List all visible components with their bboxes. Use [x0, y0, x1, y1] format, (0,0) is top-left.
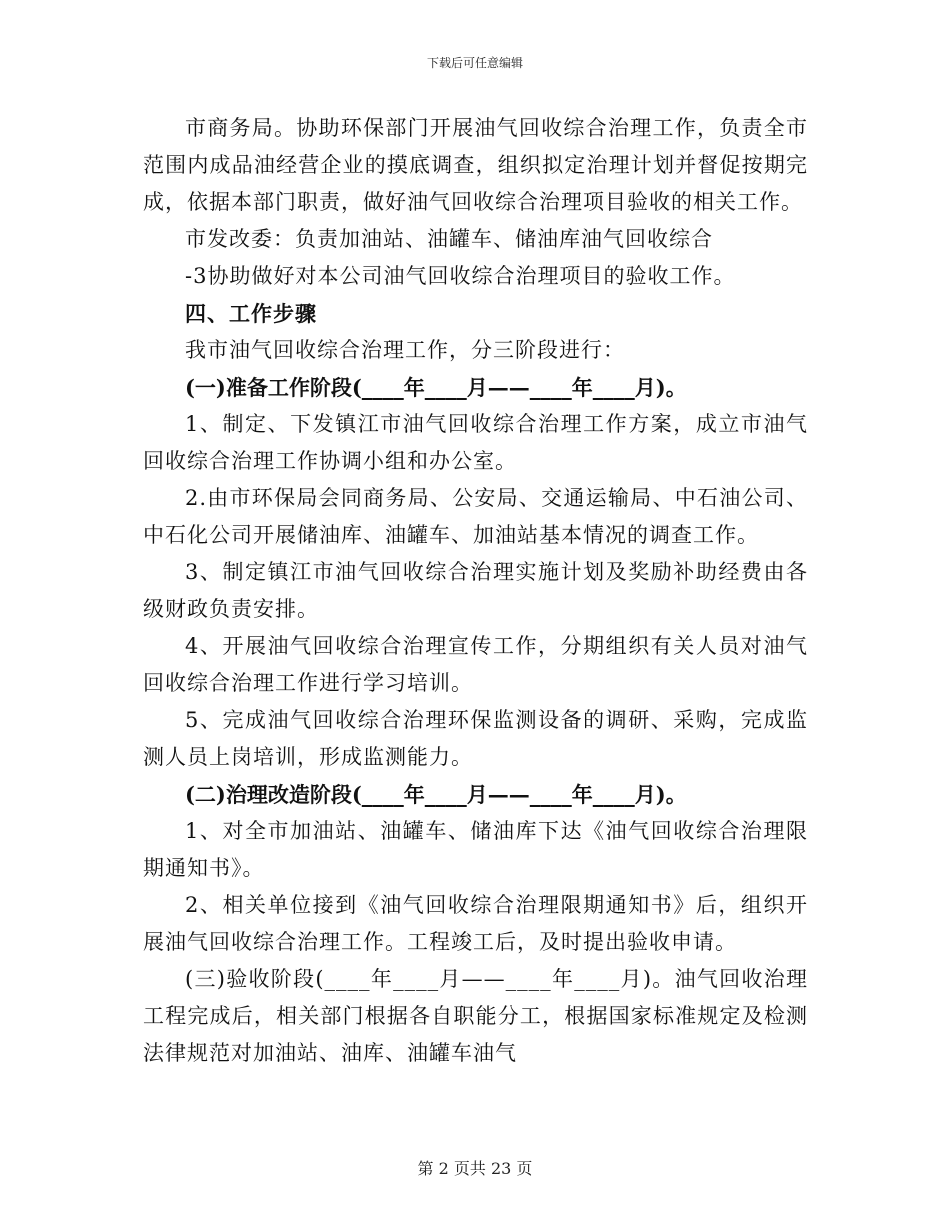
paragraph-assist-acceptance: -3协助做好对本公司油气回收综合治理项目的验收工作。	[185, 264, 736, 288]
list-item-prep-2: 2.由市环保局会同商务局、公安局、交通运输局、中石油公司、中石化公司开展储油库、油罐车、加油站基本情况的调查工作。	[143, 486, 808, 547]
list-item-prep-1: 1、制定、下发镇江市油气回收综合治理工作方案，成立市油气回收综合治理工作协调小组和办公室。	[143, 412, 808, 473]
paragraph-acceptance-stage: (三)验收阶段(____年____月——____年____月)。油气回收治理工程完成后，相关部门根据各自职能分工，根据国家标准规定及检测法律规范对加油站、油库、油罐车油气	[143, 967, 808, 1065]
paragraph-commerce-bureau: 市商务局。协助环保部门开展油气回收综合治理工作，负责全市范围内成品油经营企业的摸底调查，组织拟定治理计划并督促按期完成，依据本部门职责，做好油气回收综合治理项目验收的相关工作。	[143, 116, 808, 214]
stage-heading-renovation: (二)治理改造阶段(____年____月——____年____月)。	[185, 782, 687, 807]
list-item-prep-5: 5、完成油气回收综合治理环保监测设备的调研、采购，完成监测人员上岗培训，形成监测能力。	[143, 708, 808, 769]
stage-heading-preparation: (一)准备工作阶段(____年____月——____年____月)。	[185, 375, 687, 400]
list-item-prep-4: 4、开展油气回收综合治理宣传工作，分期组织有关人员对油气回收综合治理工作进行学习培训。	[143, 634, 808, 695]
paragraph-three-stages: 我市油气回收综合治理工作，分三阶段进行：	[185, 338, 625, 362]
section-heading-work-steps: 四、工作步骤	[185, 301, 317, 326]
list-item-prep-3: 3、制定镇江市油气回收综合治理实施计划及奖励补助经费由各级财政负责安排。	[143, 560, 808, 621]
list-item-renovation-2: 2、相关单位接到《油气回收综合治理限期通知书》后，组织开展油气回收综合治理工作。工程竣工后，及时提出验收申请。	[143, 893, 808, 954]
list-item-renovation-1: 1、对全市加油站、油罐车、储油库下达《油气回收综合治理限期通知书》。	[143, 819, 808, 880]
page-header: 下载后可任意编辑	[426, 56, 523, 70]
paragraph-development-commission: 市发改委：负责加油站、油罐车、储油库油气回收综合	[185, 227, 713, 251]
page-footer: 第 2 页共 23 页	[417, 1159, 533, 1178]
document-body	[143, 110, 808, 1072]
